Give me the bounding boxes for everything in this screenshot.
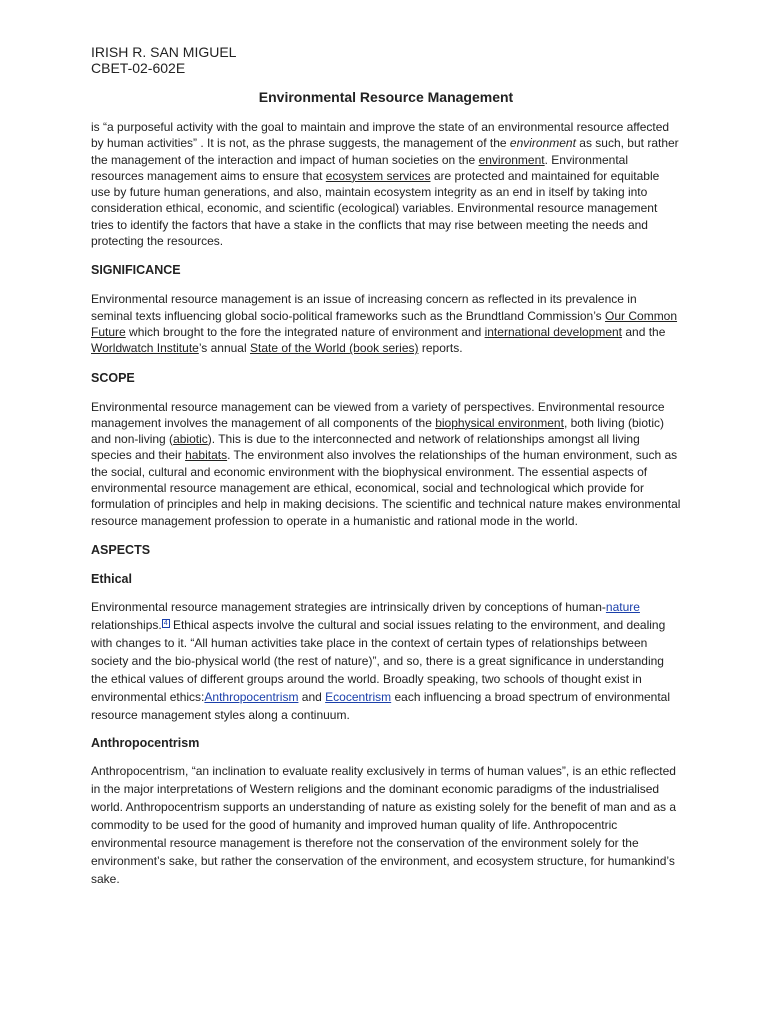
significance-paragraph: Environmental resource management is an issue of increasing concern as reflected in its prevalence in seminal texts influencing global socio-political frameworks such as the Brundtland Commission’s Our Common Future which brought to the fore the integrated nature of environment and international development and the Worldwatch Institute’s annual State of the World (book series) reports. (91, 292, 678, 356)
link-nature[interactable]: nature (605, 599, 640, 614)
link-biophysical-environment[interactable]: biophysical environment (435, 415, 564, 430)
anthropocentrism-paragraph: Anthropocentrism, “an inclination to evaluate reality exclusively in terms of human values”, is an ethic reflected in the major interpretations of Western religions and the dominant economic paradigms of the industrialised world. Anthropocentrism supports an understanding of nature as existing solely for the benefit of man and as a commodity to be used for the good of humanity and improved human quality of life. Anthropocentric environmental resource management is therefore not the conservation of the environment solely for the environment’s sake, but rather the conservation of the environment, and ecosystem structure, for humankind’s sake. (91, 763, 677, 886)
link-abiotic[interactable]: abiotic (173, 432, 208, 447)
heading-significance: SIGNIFICANCE (91, 263, 181, 278)
link-anthropocentrism[interactable]: Anthropocentrism (204, 689, 299, 704)
scope-paragraph: Environmental resource management can be viewed from a variety of perspectives. Environmental resource management involves the management of all components of the biophysical environment, both living (biotic) and non-living (abiotic). This is due to the interconnected and network of relationships amongst all living species and their habitats. The environment also involves the relationships of the human environment, such as the social, cultural and economic environment with the biophysical environment. The essential aspects of environmental resource management are ethical, economical, social and technological which provide for formulation of principles and help in making decisions. The scientific and technical nature makes environmental resource management profession to operate in a humanistic and rational mode in the world. (91, 399, 681, 528)
heading-ethical: Ethical (91, 571, 132, 586)
heading-aspects: ASPECTS (91, 542, 151, 557)
link-environment[interactable]: environment (478, 152, 545, 167)
ethical-paragraph: Environmental resource management strategies are intrinsically driven by conceptions of human-nature relationships. $^4$ Ethical aspects involve the cultural and social issues relating to the environment, and dealing with changes to it. “All human activities take place in the context of certain types of relationships between society and the bio-physical world (the rest of nature)”, and so, there is a great significance in understanding the ethical values of different groups around the world. Broadly speaking, two schools of thought exist in environmental ethics:Anthropocentrism and Ecocentrism each influencing a broad spectrum of environmental resource management styles along a continuum. (91, 599, 671, 722)
link-worldwatch-institute[interactable]: Worldwatch Institute (91, 341, 199, 356)
document-title: Environmental Resource Management (258, 89, 514, 105)
link-state-of-the-world[interactable]: State of the World (book series) (249, 341, 419, 356)
link-ecosystem-services[interactable]: ecosystem services (325, 168, 431, 183)
document-page (91, 44, 681, 888)
intro-paragraph: is “a purposeful activity with the goal to maintain and improve the state of an environmental resource affected by human activities” . It is not, as the phrase suggests, the management of the environment as such, but rather the management of the interaction and impact of human societies on the environment. Environmental resources management aims to ensure that ecosystem services are protected and maintained for equitable use by future human generations, and also, maintain ecosystem integrity as an end in itself by taking into consideration ethical, economic, and scientific (ecological) variables. Environmental resource management tries to identify the factors that have a stake in the conflicts that may rise between meeting the needs and protecting the resources. (91, 120, 679, 249)
heading-anthropocentrism: Anthropocentrism (91, 735, 200, 750)
link-habitats[interactable]: habitats (185, 448, 228, 463)
link-ecocentrism[interactable]: Ecocentrism (325, 689, 392, 704)
author-name: IRISH R. SAN MIGUEL (91, 44, 237, 60)
heading-scope: SCOPE (91, 370, 135, 385)
link-our-common-future[interactable]: Our Common Future (91, 308, 678, 339)
author-section: CBET-02-602E (91, 60, 186, 76)
reference-marker[interactable]: 4 (163, 619, 168, 627)
link-international-development[interactable]: international development (484, 324, 623, 339)
